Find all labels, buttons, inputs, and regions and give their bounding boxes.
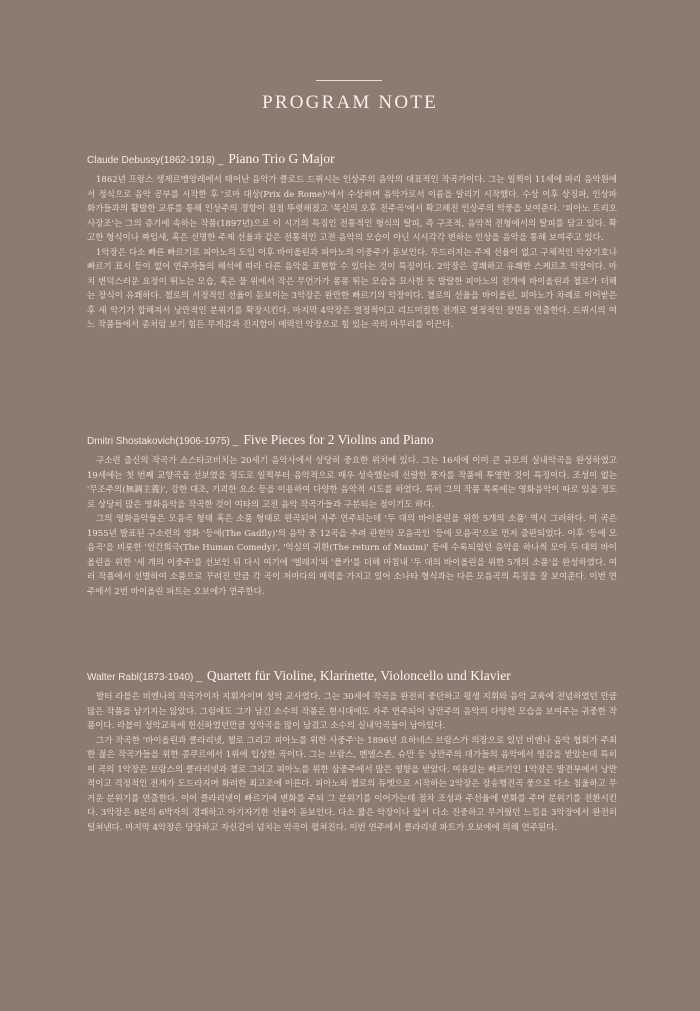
section-debussy <box>87 150 617 333</box>
body-paragraph: 발터 라블은 비엔나의 작곡가이자 지휘자이며 성악 교사였다. 그는 30세에 작곡을 완전히 중단하고 평생 지휘와 음악 교육에 전념하였던 만큼 많은 작품을 남기지는 않았다. 그럼에도 그가 남긴 소수의 작품은 현시대에도 자주 연주되어 낭만주의 음악의 다양한 모습을 보여주는 귀중한 작품이다. 라블이 성악교육에 헌신하였던만큼 성악곡을 많이 남겼고 소수의 실내악곡들이 남아있다. <box>87 692 617 731</box>
heading-separator: _ <box>196 672 202 683</box>
work-title: Quartett für Violine, Klarinette, Violoncello und Klavier <box>206 668 511 683</box>
composer-name: Dmitri Shostakovich(1906-1975) <box>87 436 230 447</box>
title-divider <box>316 80 382 81</box>
work-title: Five Pieces for 2 Violins and Piano <box>243 432 434 447</box>
body-paragraph: 1862년 프랑스 생제르맹앙레에서 태어난 음악가 클로드 드뷔시는 인상주의 음악의 대표적인 작곡가이다. 그는 일찍이 11세에 파리 음악원에서 정식으로 음악 공부를 시작한 후 '로마 대상(Prix de Rome)'에서 수상하며 음악가로서 이름을 알리기 시작했다. 수상 이후 상징파, 인상파 화가들과의 활발한 교류를 통해 인상주의 경향이 점점 뚜렷해졌고 '목신의 오후 전주곡'에서 확고해진 인상주의 악풍을 보여준다. '피아노 트리오 사장조'는 그의 증기에 속하는 작품(1897년)으로 이 시기의 특징인 전통적인 형식의 탈피, 즉 구조적, 음악적 전형에서의 탈피를 담고 있다. 확고한 형식이나 짜임새, 혹은 선명한 주제 선율과 같은 전통적인 고전 음악의 모습이 아닌 시시각각 변하는 인상을 음악을 통해 보여주고 있다. <box>87 175 617 243</box>
section-shostakovich <box>87 431 617 599</box>
section-heading <box>87 431 617 450</box>
heading-separator: _ <box>217 155 224 166</box>
body-paragraph: 구소련 출신의 작곡가 쇼스타코비치는 20세기 음악사에서 상당히 중요한 위치에 있다. 그는 16세에 이미 큰 규모의 실내악곡을 완성하였고 19세에는 첫 번째 교향곡을 선보였을 정도로 일찍부터 음악적으로 매우 성숙했는데 신랄한 풍자를 작품에 투영한 것이 특징이다. 조성이 없는 '무조주의(無調主義)', 강한 대조, 기괴한 요소 등을 이용하여 다양한 음악적 시도를 하였다. 특히 그의 작품 목록에는 영화음악이 따로 있을 정도로 상당히 많은 영화음악을 작곡한 것이 여타의 고전 음악 작곡가들과 구분되는 점이기도 하다. <box>87 456 617 510</box>
heading-separator: _ <box>232 436 239 447</box>
page-title: PROGRAM NOTE <box>262 92 438 113</box>
section-heading <box>87 150 617 169</box>
body-paragraph: 그가 작곡한 '바이올린과 클라리넷, 첼로 그리고 피아노를 위한 사중주'는 1896년 요하네스 브람스가 의장으로 있던 비엔나 음악 협회가 주최한 젊은 작곡가들을 위한 콩쿠르에서 1위에 입상한 곡이다. 그는 브람스, 멘델스존, 슈만 등 낭만주의 대가들의 음악에서 영감을 받았는데 특히 이 곡의 1악장은 브람스의 클라리넷과 첼로 그리고 피아노를 위한 삼중주에서 많은 영향을 받았다. 여유있는 빠르기인 1악장은 발전부에서 낭만적이고 격정적인 전개가 도드라지며 화려한 최고조에 이른다. 피아노와 첼로의 듀엣으로 시작하는 2악장은 장송행진곡 풍으로 다소 침울하고 무거운 분위기를 연출한다. 이어 클라리넷이 빠르기에 변화를 주되 그 분위기를 이어가는데 점차 조성과 주선율에 변화를 주며 분위기를 전환시킨다. 3악장은 8분의 6박자의 경쾌하고 아기자기한 선율이 돋보인다. 다소 짧은 악장이나 앞서 다소 진중하고 무거웠던 느낌을 3악장에서 완전히 털쳐낸다. 마지막 4악장은 당당하고 자신감이 넘치는 악곡이 펼쳐진다. 이번 연주에서 클라리넷 파트가 오보에에 의해 연주된다. <box>87 735 617 833</box>
composer-name: Walter Rabl(1873-1940) <box>87 672 194 683</box>
section-heading <box>87 667 617 686</box>
composer-name: Claude Debussy(1862-1918) <box>87 155 215 166</box>
section-rabl <box>87 667 617 835</box>
body-paragraph: 1악장은 다소 빠른 빠르기로 피아노의 도입 이후 바이올린과 피아노의 이중주가 돋보인다. 두드러지는 주제 선율이 없고 구체적인 악상기호나 빠르기 표시 등이 없어 연주자들의 해석에 따라 다른 음악을 표현할 수 있다는 것이 특징이다. 2악장은 경쾌하고 유쾌한 스케르초 악장이다. 마치 변덕스러운 요정이 뛰노는 모습, 혹은 물 위에서 작은 무언가가 퐁퐁 튀는 모습을 묘사한 듯 발랄한 피아노의 전개에 바이올린과 첼로가 더해는 장식이 유쾌하다. 첼로의 서정적인 선율이 돋보이는 3악장은 완만한 빠르기의 악장이다. 첼로의 선율을 바이올린, 피아노가 차례로 이어받은 후 세 악기가 합해져서 낭만적인 분위기를 확장시킨다. 마지막 4악장은 열정적이고 리드미컬한 전개로 열정적인 장면을 연출한다. 드뷔시의 여느 작품들에서 종처럼 보기 힘든 무게감과 진지함이 매력인 악장으로 힘 있는 곡의 마무리를 이끈다. <box>87 247 617 330</box>
body-paragraph: 그의 영화음악들은 모음곡 형태 혹은 소품 형태로 편곡되어 자주 연주되는데 '두 대의 바이올린을 위한 5개의 소품' 역시 그러하다. 이 곡은 1955년 발표된 구소련의 영화 '등에(The Gadfly)'의 음악 중 12곡을 추려 관현악 모음곡인 '등에 모음곡'으로 먼저 출판되었다. 이후 '등에 모음곡'을 비롯한 '인간희극(The Human Comedy)', '억심의 귀환(The return of Maxim)' 등에 수록되었던 음악을 하나씩 모아 두 대의 바이올린을 위한 '세 개의 이중주'를 선보인 뒤 다시 여기에 '엘레지'와 '폴카'를 더해 마침내 '두 대의 바이올린을 위한 5개의 소품'을 완성하였다. 여러 작품에서 선별하여 소품으로 꾸려진 만큼 각 곡이 저마다의 매력을 가지고 있어 소나타 형식과는 다른 모음곡의 특징을 잘 보여준다. 이번 연주에서 2번 바이올린 파트는 오보에가 연주한다. <box>87 514 617 597</box>
work-title: Piano Trio G Major <box>228 151 335 166</box>
